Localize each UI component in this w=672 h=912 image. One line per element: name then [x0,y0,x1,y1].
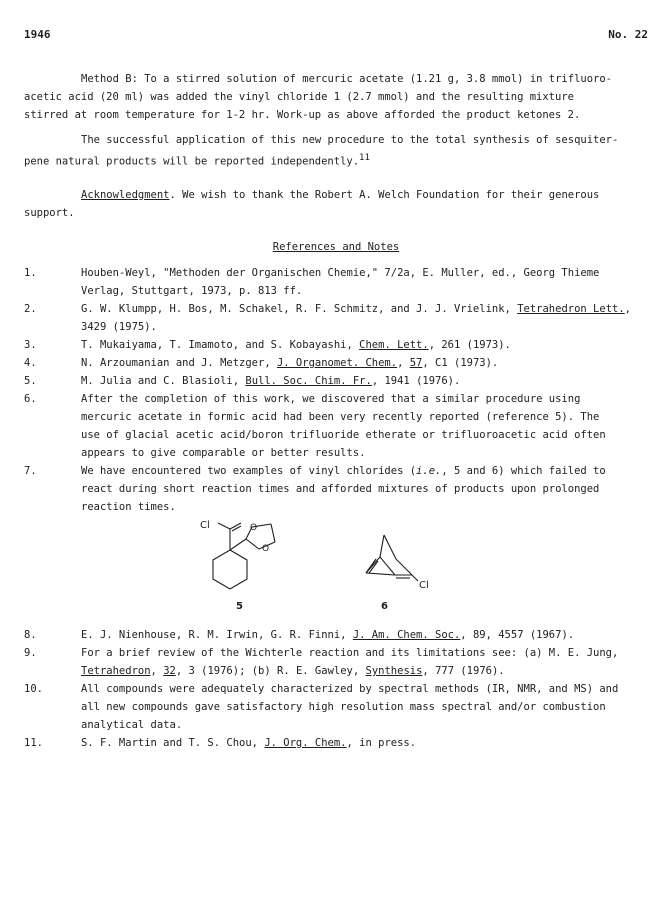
reference-citation: , in press. [346,737,417,749]
chlorine-label: Cl [200,520,210,531]
acknowledgment-paragraph [24,186,640,222]
compound-label-5: 5 [236,601,243,612]
reference-line: reaction times. [81,501,176,513]
chemical-structures [0,515,672,615]
reference-text: We have encountered two examples of vinyl chlorides ( [81,465,417,477]
reference-citation: , 1941 (1976). [371,375,461,387]
issue-number: No. 22 [608,28,648,41]
reference-citation: , 89, 4557 (1967). [460,629,575,641]
method-b-line: acetic acid (20 ml) was added the vinyl chloride 1 (2.7 mmol) and the resulting mixture [24,91,574,103]
reference-number: 4. [24,357,37,369]
method-b-line: stirred at room temperature for 1-2 hr. Work-up as above afforded the product ketones 2. [24,109,581,121]
reference-citation: , 261 (1973). [428,339,511,351]
journal-name: Bull. Soc. Chim. Fr. [245,375,372,387]
journal-name: Chem. Lett. [359,339,429,351]
reference-citation: , 777 (1976). [422,665,505,677]
volume-number: 57 [409,357,423,369]
reference-number: 3. [24,339,37,351]
acknowledgment-text: . We wish to thank the Robert A. Welch Foundation for their generous [169,189,600,201]
reference-citation: , C1 (1973). [422,357,499,369]
reference-authors: S. F. Martin and T. S. Chou, [81,737,265,749]
acknowledgment-label: Acknowledgment [81,189,170,201]
volume-number: 32 [163,665,176,677]
reference-text: , 3 (1976); (b) R. E. Gawley, [175,665,366,677]
oxygen-label: O [250,523,258,533]
italic-abbrev: i.e. [416,465,442,477]
compound-label-6: 6 [381,601,388,612]
reference-line: all new compounds gave satisfactory high resolution mass spectral and/or combustion [81,701,606,713]
reference-number: 5. [24,375,37,387]
structure-6 [366,535,418,581]
reference-line: react during short reaction times and afforded mixtures of products upon prolonged [81,483,600,495]
reference-number: 9. [24,647,37,659]
reference-line: Verlag, Stuttgart, 1973, p. 813 ff. [81,285,303,297]
success-line: pene natural products will be reported independently. [24,155,360,168]
reference-authors: N. Arzoumanian and J. Metzger, [81,357,277,369]
method-b-paragraph [24,70,640,124]
reference-line: For a brief review of the Wichterle reaction and its limitations see: (a) M. E. Jung, [81,647,619,659]
reference-line: analytical data. [81,719,183,731]
reference-authors: T. Mukaiyama, T. Imamoto, and S. Kobayashi, [81,339,360,351]
reference-line: appears to give comparable or better results. [81,447,366,459]
reference-number: 10. [24,683,43,695]
reference-authors: E. J. Nienhouse, R. M. Irwin, G. R. Finni, [81,629,353,641]
reference-number: 2. [24,303,37,315]
acknowledgment-text: support. [24,207,75,219]
reference-punct: , [397,357,410,369]
reference-punct: , [624,303,631,315]
footnote-ref: 11 [359,153,370,163]
oxygen-label: O [262,544,270,554]
reference-line: Houben-Weyl, "Methoden der Organischen Chemie," 7/2a, E. Muller, ed., Georg Thieme [81,267,600,279]
method-b-line: Method B: To a stirred solution of mercuric acetate (1.21 g, 3.8 mmol) in trifluoro- [81,73,613,85]
reference-line: use of glacial acetic acid/boron trifluoride etherate or trifluoroacetic acid often [81,429,606,441]
reference-line: mercuric acetate in formic acid had been very recently reported (reference 5). The [81,411,600,423]
reference-text: , 5 and 6) which failed to [441,465,606,477]
reference-punct: , [150,665,164,677]
reference-line: After the completion of this work, we discovered that a similar procedure using [81,393,581,405]
reference-number: 11. [24,737,43,749]
reference-number: 7. [24,465,37,477]
journal-name: Tetrahedron Lett. [517,303,625,315]
reference-number: 6. [24,393,37,405]
references-title: References and Notes [272,241,400,253]
reference-authors: G. W. Klumpp, H. Bos, M. Schakel, R. F. Schmitz, and J. J. Vrielink, [81,303,518,315]
journal-name: Tetrahedron [81,665,151,677]
journal-name: J. Org. Chem. [264,737,347,749]
journal-name: J. Organomet. Chem. [276,357,398,369]
journal-name: Synthesis [365,665,423,677]
reference-number: 8. [24,629,37,641]
success-paragraph [24,131,640,171]
success-line: The successful application of this new procedure to the total synthesis of sesquiter- [81,134,619,146]
chlorine-label: Cl [419,580,429,591]
structure-5 [213,523,275,589]
reference-number: 1. [24,267,37,279]
reference-line: All compounds were adequately characterized by spectral methods (IR, NMR, and MS) and [81,683,619,695]
page-number: 1946 [24,28,51,41]
journal-name: J. Am. Chem. Soc. [352,629,461,641]
reference-line: 3429 (1975). [81,321,157,333]
reference-authors: M. Julia and C. Blasioli, [81,375,246,387]
